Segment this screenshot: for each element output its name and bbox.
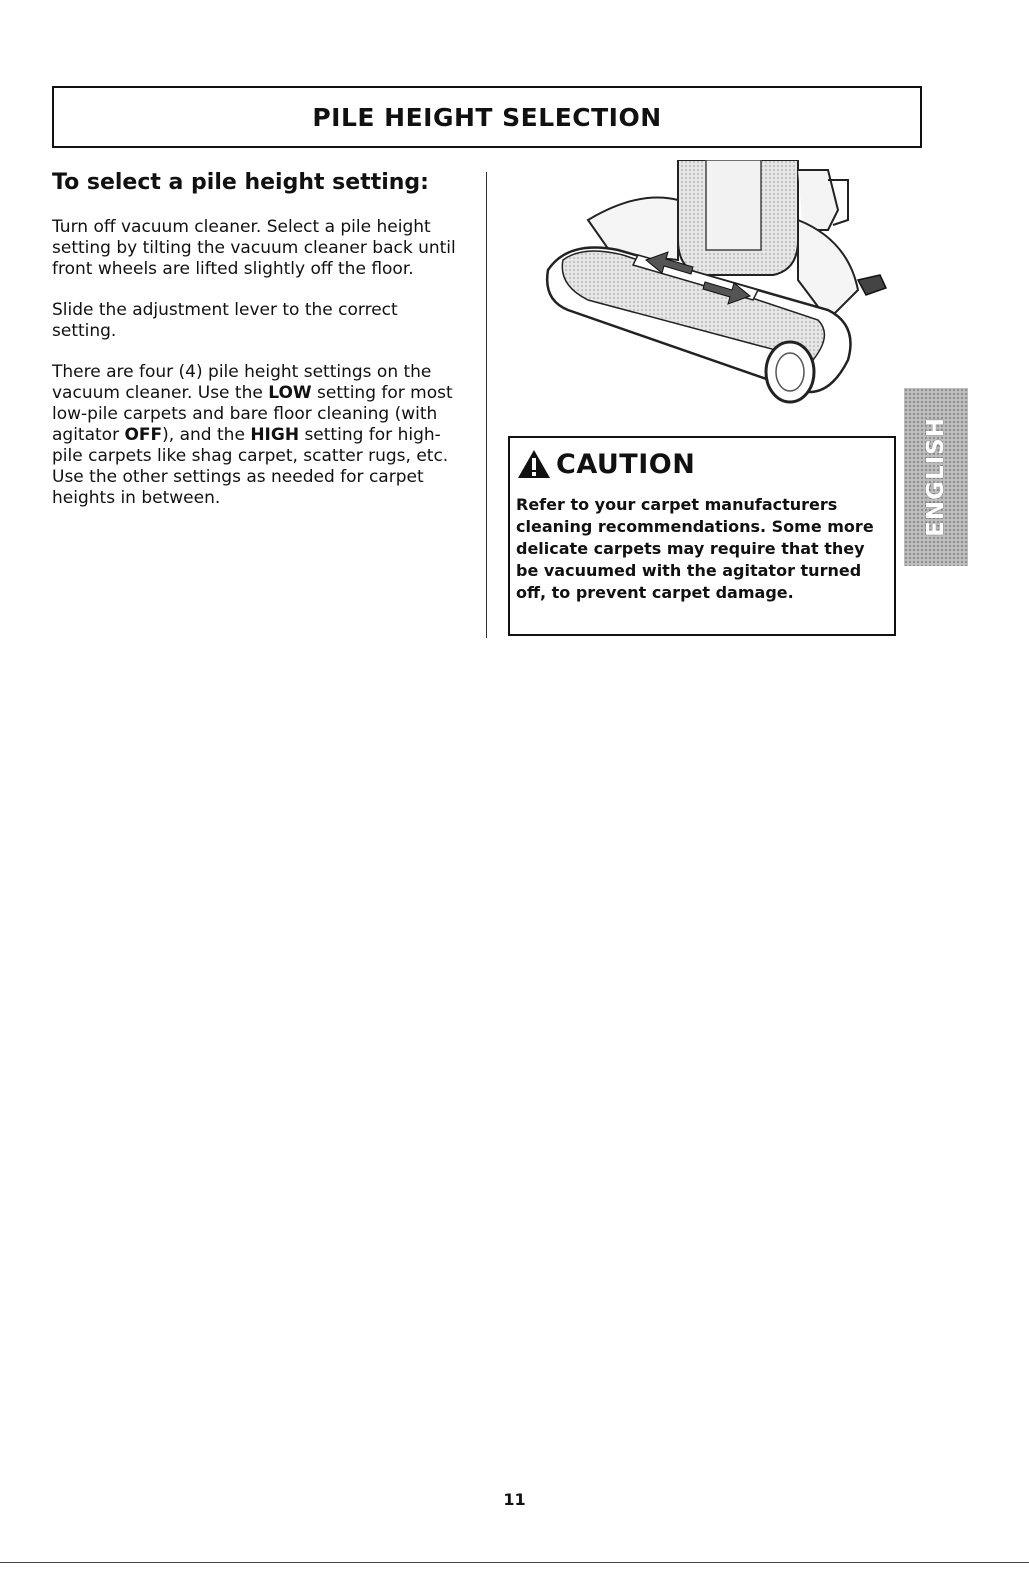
instructions-column	[52, 170, 462, 529]
paragraph-3-text-3: ), and the	[162, 425, 251, 445]
paragraph-3-text-1: There are four (4) pile height settings on the vacuum cleaner. Use the	[52, 362, 432, 403]
vacuum-nozzle-illustration	[528, 160, 908, 422]
caution-header	[516, 448, 884, 480]
paragraph-3-text-2: setting for most low-pile carpets and bare floor cleaning (with agitator	[52, 383, 453, 445]
off-label: OFF	[124, 425, 163, 445]
instruction-paragraph-3	[52, 362, 462, 509]
bottom-rule	[0, 1562, 1029, 1563]
instructions-heading: To select a pile height setting:	[52, 170, 429, 195]
caution-box	[508, 436, 896, 636]
low-setting-label: LOW	[268, 383, 312, 403]
column-divider	[486, 172, 487, 638]
high-setting-label: HIGH	[250, 425, 300, 445]
section-header	[52, 86, 922, 148]
warning-triangle-icon	[516, 448, 552, 480]
caution-text: Refer to your carpet manufacturers cleaning recommendations. Some more delicate carpets may require that they be vacuumed with the agitator turned off, to prevent carpet damage.	[516, 495, 874, 602]
page-number: 11	[503, 1490, 526, 1509]
paragraph-3-text-4: setting for high-pile carpets like shag carpet, scatter rugs, etc. Use the other settings as needed for carpet heights in between.	[52, 425, 449, 508]
instruction-paragraph-1: Turn off vacuum cleaner. Select a pile height setting by tilting the vacuum cleaner back until front wheels are lifted slightly off the floor.	[52, 217, 456, 279]
language-tab	[904, 388, 968, 566]
caution-title: CAUTION	[556, 448, 696, 480]
instruction-paragraph-2: Slide the adjustment lever to the correct setting.	[52, 300, 398, 341]
language-tab-label: ENGLISH	[923, 417, 949, 537]
page-title: PILE HEIGHT SELECTION	[312, 102, 662, 132]
